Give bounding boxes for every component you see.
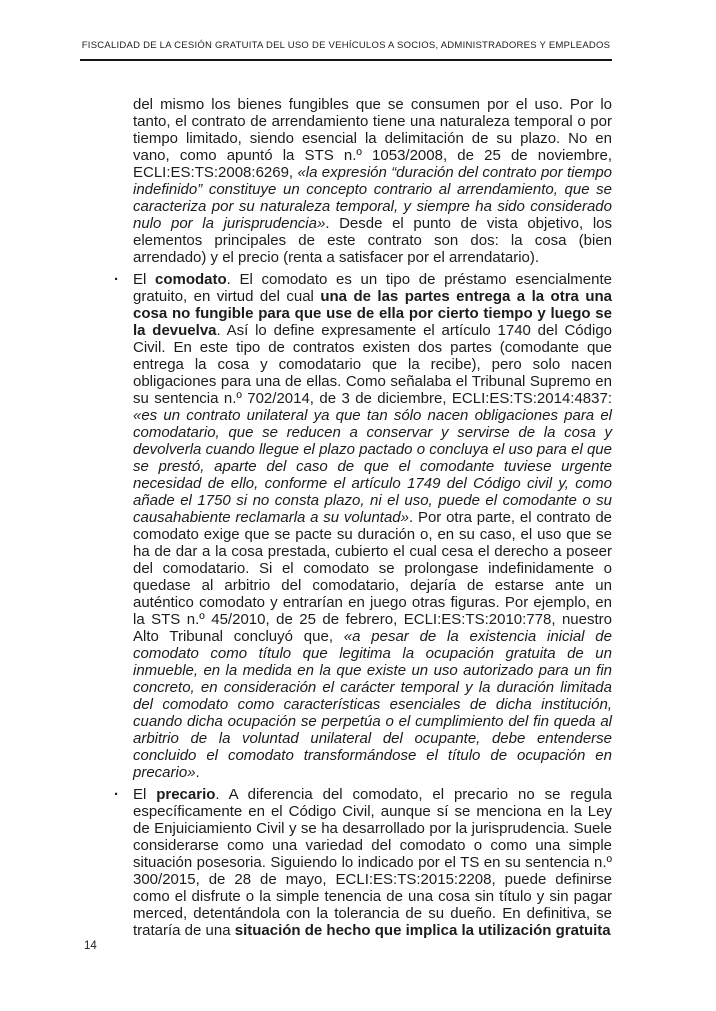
text-segment: . A diferencia del comodato, el precario no se regula específicamente en el Código Civil, aunque sí se menciona en la Ley de Enjuiciamiento Civil y se ha desarrollado por la jurisprudencia. Suele considerarse como una variedad del comodato o como una simple situación posesoria. Siguiendo lo indicado por el TS en su sentencia n.º 300/2015, de 28 de mayo, ECLI:ES:TS:2015:2208, puede definirse como el disfrute o la simple tenencia de una cosa sin título y sin pagar merced, detentándola con la tolerancia de su dueño. En definitiva, se trataría de una	[133, 786, 612, 939]
text-segment: «a pesar de la existencia inicial de comodato como título que legitima la ocupación gratuita de un inmueble, en la medida en la que existe un uso autorizado para un fin concreto, en consideración el carácter temporal y la duración limitada del comodato como características esenciales de dicha institución, cuando dicha ocupación se perpetúa o el cumplimiento del fin queda al arbitrio de la voluntad unilateral del ocupante, debe entenderse concluido el comodato transformándose el título de ocupación en precario»	[133, 628, 612, 781]
paragraph	[133, 96, 612, 266]
bullet-item	[114, 786, 612, 939]
text-segment: . Por otra parte, el contrato de comodato exige que se pacte su duración o, en su caso, el uso que se ha de dar a la cosa prestada, cubierto el cual cesa el derecho a poseer del comodatario. Si el comodato se prolongase indefinidamente o quedase al arbitrio del comodatario, dejaría de estarse ante un auténtico comodato y entrarían en juego otras figuras. Por ejemplo, en la STS n.º 45/2010, de 25 de febrero, ECLI:ES:TS:2010:778, nuestro Alto Tribunal concluyó que,	[133, 509, 612, 645]
text-segment: «es un contrato unilateral ya que tan sólo nacen obligaciones para el comodatario, que se reducen a conservar y servirse de la cosa y devolverla cuando llegue el plazo pactado o concluya el uso para el que se prestó, aparte del caso de que el comodante tuviese urgente necesidad de ello, conforme el artículo 1749 del Código civil y, como añade el 1750 si no consta plazo, ni el uso, puede el comodante o su causahabiente reclamarla a su voluntad»	[133, 407, 612, 526]
text-segment: El	[133, 271, 155, 288]
text-segment: situación de hecho que implica la utilización gratuita	[234, 922, 611, 939]
text-segment: una de las partes entrega a la otra una cosa no fungible para que use de ella por cierto tiempo y luego se la devuelva	[133, 288, 613, 339]
text-segment: . Así lo define expresamente el artículo 1740 del Código Civil. En este tipo de contratos existen dos partes (comodante que entrega la cosa y comodatario que la recibe), pero solo nacen obligaciones para una de ellas. Como señalaba el Tribunal Supremo en su sentencia n.º 702/2014, de 3 de diciembre, ECLI:ES:TS:2014:4837:	[133, 322, 613, 407]
bullet-marker-icon: ·	[114, 271, 119, 288]
page-number: 14	[84, 940, 97, 952]
text-segment: El	[133, 786, 157, 803]
running-header-title: FISCALIDAD DE LA CESIÓN GRATUITA DEL USO DE VEHÍCULOS A SOCIOS, ADMINISTRADORES Y EMPLEADOS	[81, 40, 611, 51]
text-segment: . Desde el punto de vista objetivo, los elementos principales de este contrato son dos: la cosa (bien arrendado) y el precio (renta a satisfacer por el arrendatario).	[133, 215, 612, 266]
bullet-marker-icon: ·	[114, 786, 119, 803]
text-segment: del mismo los bienes fungibles que se consumen por el uso. Por lo tanto, el contrato de arrendamiento tiene una naturaleza temporal o por tiempo limitado, siendo esencial la delimitación de su plazo. No en vano, como apuntó la STS n.º 1053/2008, de 25 de noviembre, ECLI:ES:TS:2008:6269,	[133, 96, 612, 181]
text-segment: . El comodato es un tipo de préstamo esencialmente gratuito, en virtud del cual	[133, 271, 612, 305]
text-segment: precario	[156, 786, 216, 803]
text-segment: .	[195, 764, 200, 781]
text-segment: comodato	[155, 271, 227, 288]
bullet-item	[114, 271, 613, 781]
running-header	[80, 40, 612, 61]
text-segment: «la expresión “duración del contrato por tiempo indefinido” constituye un concepto contrario al arrendamiento, que se caracteriza por su naturaleza temporal, y siempre ha sido considerado nulo por la jurisprudencia»	[133, 164, 612, 232]
page-body	[114, 96, 613, 944]
